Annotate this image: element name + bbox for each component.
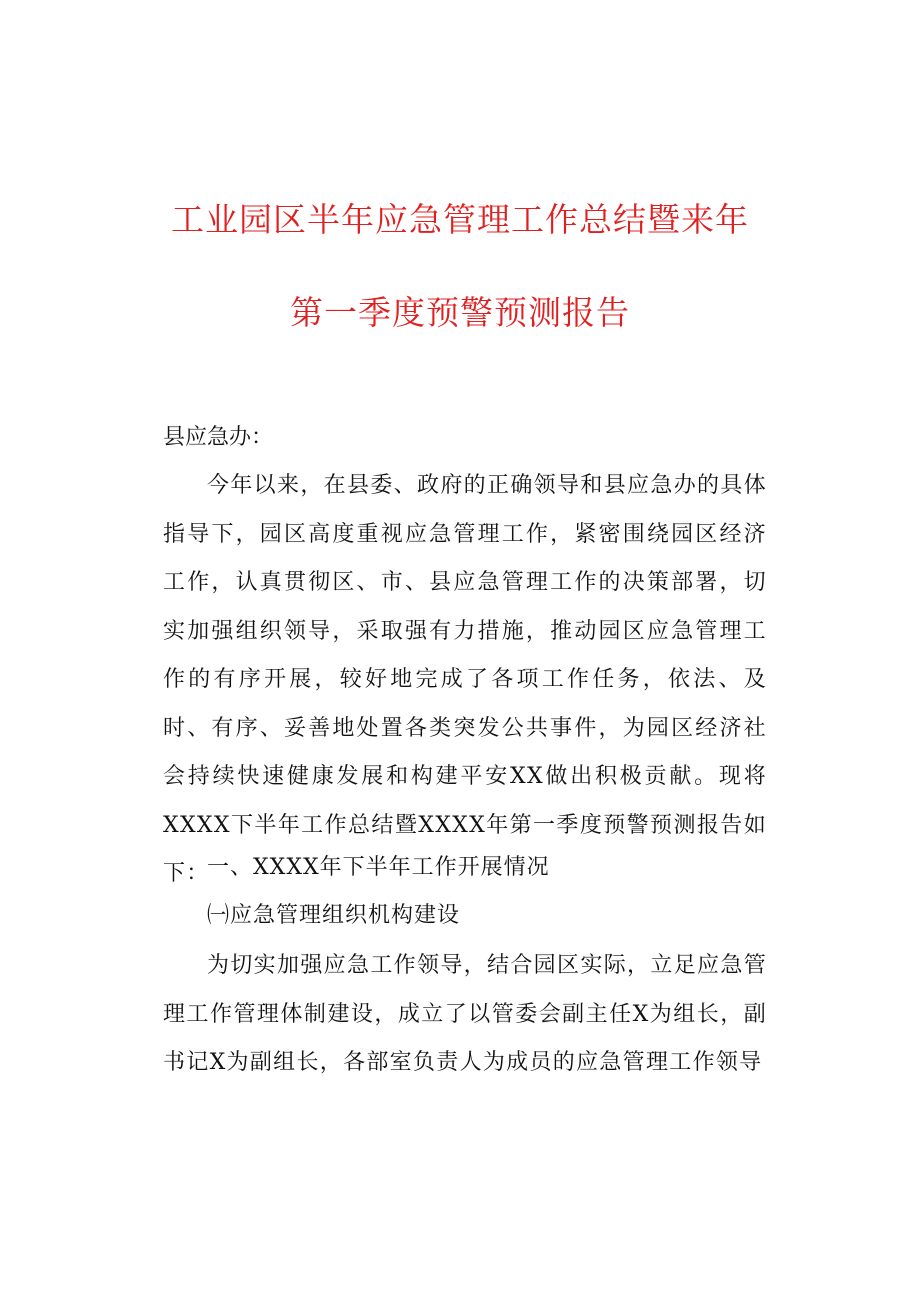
- paragraph-organization: 为切实加强应急工作领导，结合园区实际，立足应急管理工作管理体制建设，成立了以管委会副主任X为组长，副书记X为副组长，各部室负责人为成员的应急管理工作领导: [163, 953, 767, 1075]
- document-title-line2: 第一季度预警预测报告: [290, 293, 630, 332]
- subsection-heading: ㈠应急管理组织机构建设: [207, 903, 461, 928]
- salutation: 县应急办：: [163, 425, 274, 450]
- document-title-line1: 工业园区半年应急管理工作总结暨来年: [171, 200, 749, 239]
- paragraph-intro: 今年以来，在县委、政府的正确领导和县应急办的具体指导下，园区高度重视应急管理工作，紧密围绕园区经济工作，认真贯彻区、市、县应急管理工作的决策部署，切实加强组织领导，采取强有力措施，推动园区应急管理工作的有序开展，较好地完成了各项工作任务，依法、及时、有序、妥善地处置各类突发公共事件，为园区经济社会持续快速健康发展和构建平安XX做出积极贡献。现将XXXX下半年工作总结暨XXXX年第一季度预警预测报告如下：: [163, 473, 767, 886]
- section-heading: 一、XXXX年下半年工作开展情况: [207, 855, 550, 880]
